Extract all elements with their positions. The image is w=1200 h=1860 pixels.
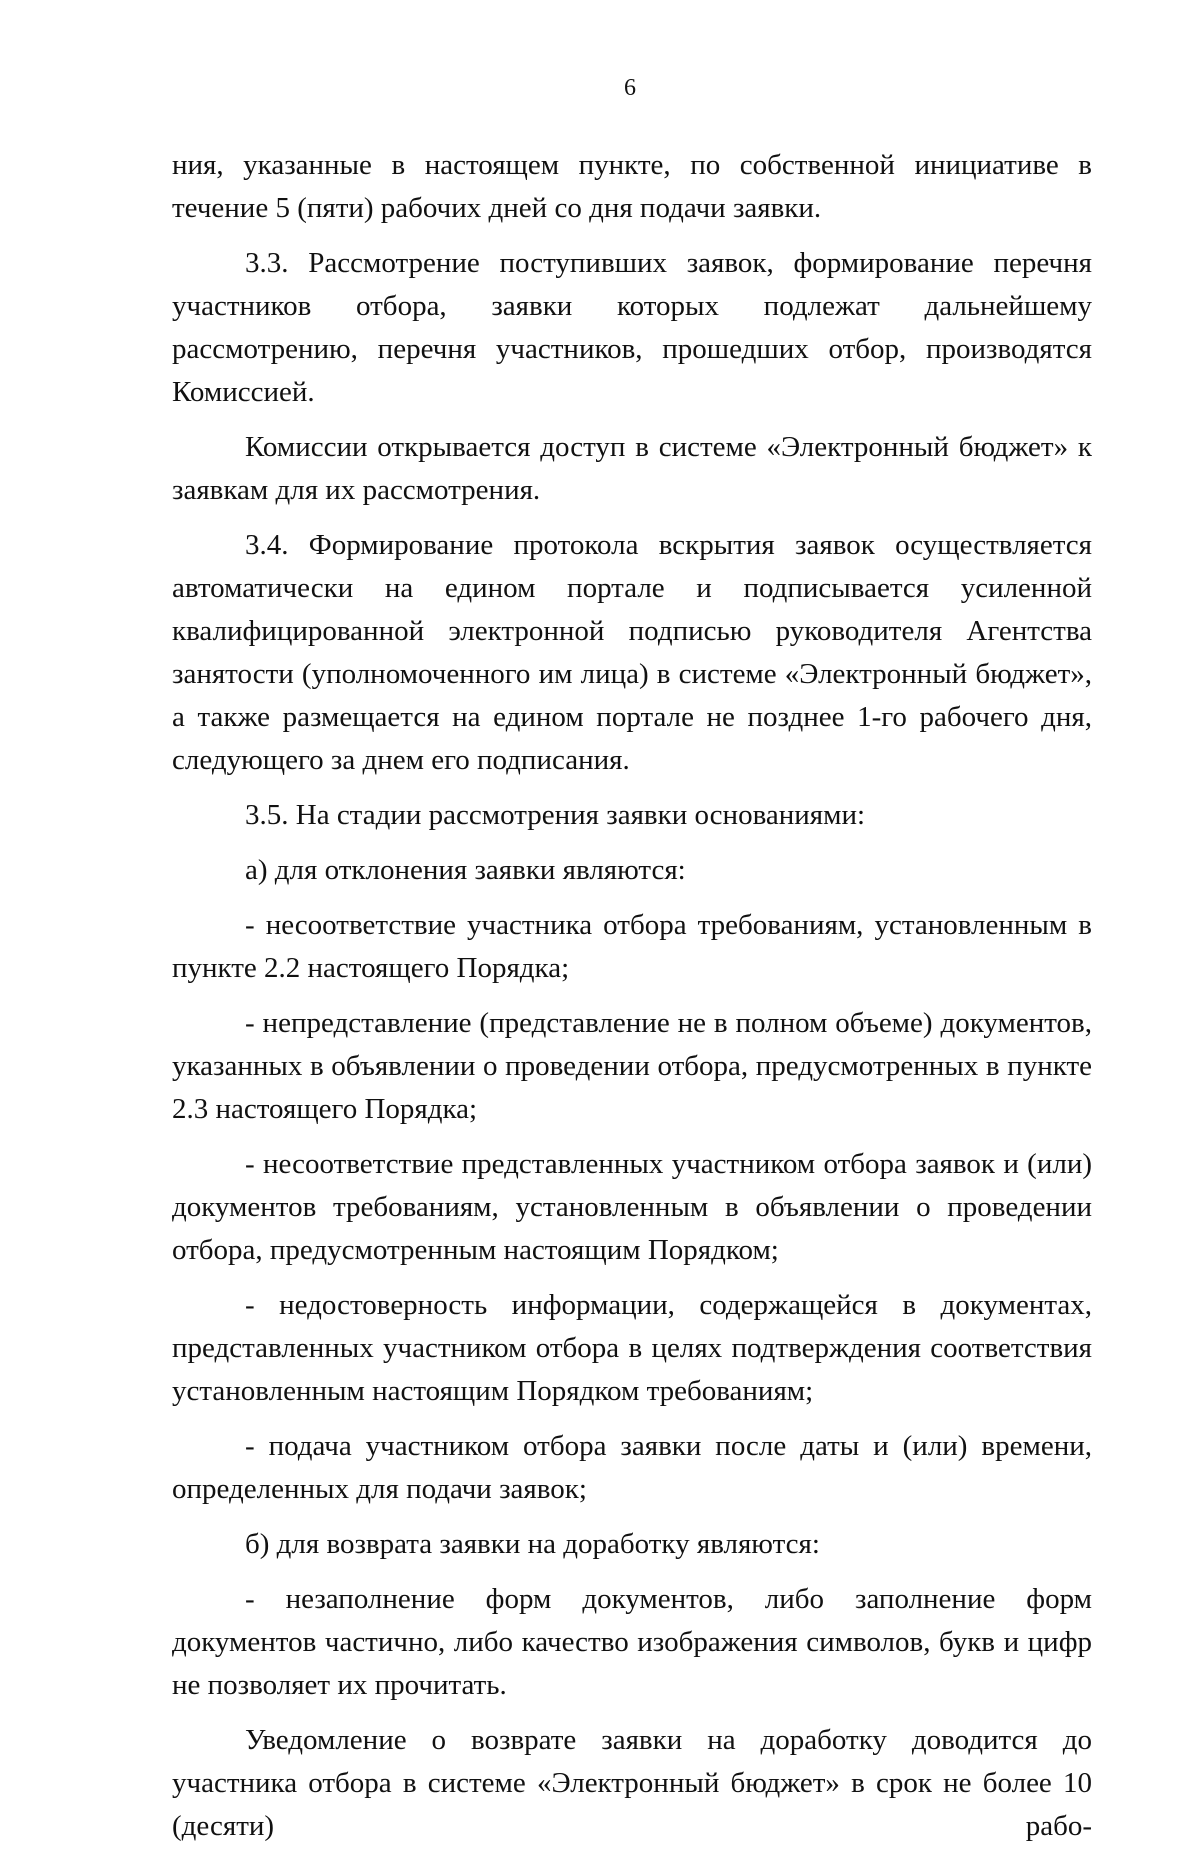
paragraph-return-notice: Уведомление о возврате заявки на доработку доводится до участника отбора в системе «Электронный бюджет» в срок не более 10 (десяти) рабо- — [172, 1724, 1092, 1842]
list-item-reject-4: - недостоверность информации, содержащейся в документах, представленных участником отбора в целях подтверждения соответствия установленным настоящим Порядком требованиям; — [172, 1289, 1092, 1407]
paragraph-clause-3-4: 3.4. Формирование протокола вскрытия заявок осуществляется автоматически на едином портале и подписывается усиленной квалифицированной электронной подписью руководителя Агентства занятости (уполномоченного им лица) в системе «Электронный бюджет», а также размещается на едином портале не позднее 1-го рабочего дня, следующего за днем его подписания. — [172, 529, 1092, 776]
paragraph-clause-3-3: 3.3. Рассмотрение поступивших заявок, формирование перечня участников отбора, заявки которых подлежат дальнейшему рассмотрению, перечня участников, прошедших отбор, производятся Комиссией. — [172, 247, 1092, 408]
paragraph-subclause-a: а) для отклонения заявки являются: — [245, 854, 686, 886]
list-item-return-1: - незаполнение форм документов, либо заполнение форм документов частично, либо качество изображения символов, букв и цифр не позволяет их прочитать. — [172, 1583, 1092, 1701]
list-item-reject-3: - несоответствие представленных участником отбора заявок и (или) документов требованиям, установленным в объявлении о проведении отбора, предусмотренным настоящим Порядком; — [172, 1148, 1092, 1266]
paragraph-subclause-b: б) для возврата заявки на доработку являются: — [245, 1528, 820, 1560]
list-item-reject-2: - непредставление (представление не в полном объеме) документов, указанных в объявлении о проведении отбора, предусмотренных в пункте 2.3 настоящего Порядка; — [172, 1007, 1092, 1125]
paragraph-clause-3-5: 3.5. На стадии рассмотрения заявки основаниями: — [245, 799, 866, 831]
paragraph-continued-notice: ния, указанные в настоящем пункте, по собственной инициативе в течение 5 (пяти) рабочих дней со дня подачи заявки. — [172, 149, 1092, 224]
paragraph-commission-access: Комиссии открывается доступ в системе «Электронный бюджет» к заявкам для их рассмотрения. — [172, 431, 1092, 506]
list-item-reject-5: - подача участником отбора заявки после даты и (или) времени, определенных для подачи заявок; — [172, 1430, 1092, 1505]
document-body — [172, 144, 1092, 1860]
list-item-reject-1: - несоответствие участника отбора требованиям, установленным в пункте 2.2 настоящего Порядка; — [172, 909, 1092, 984]
page-number: 6 — [624, 75, 636, 101]
